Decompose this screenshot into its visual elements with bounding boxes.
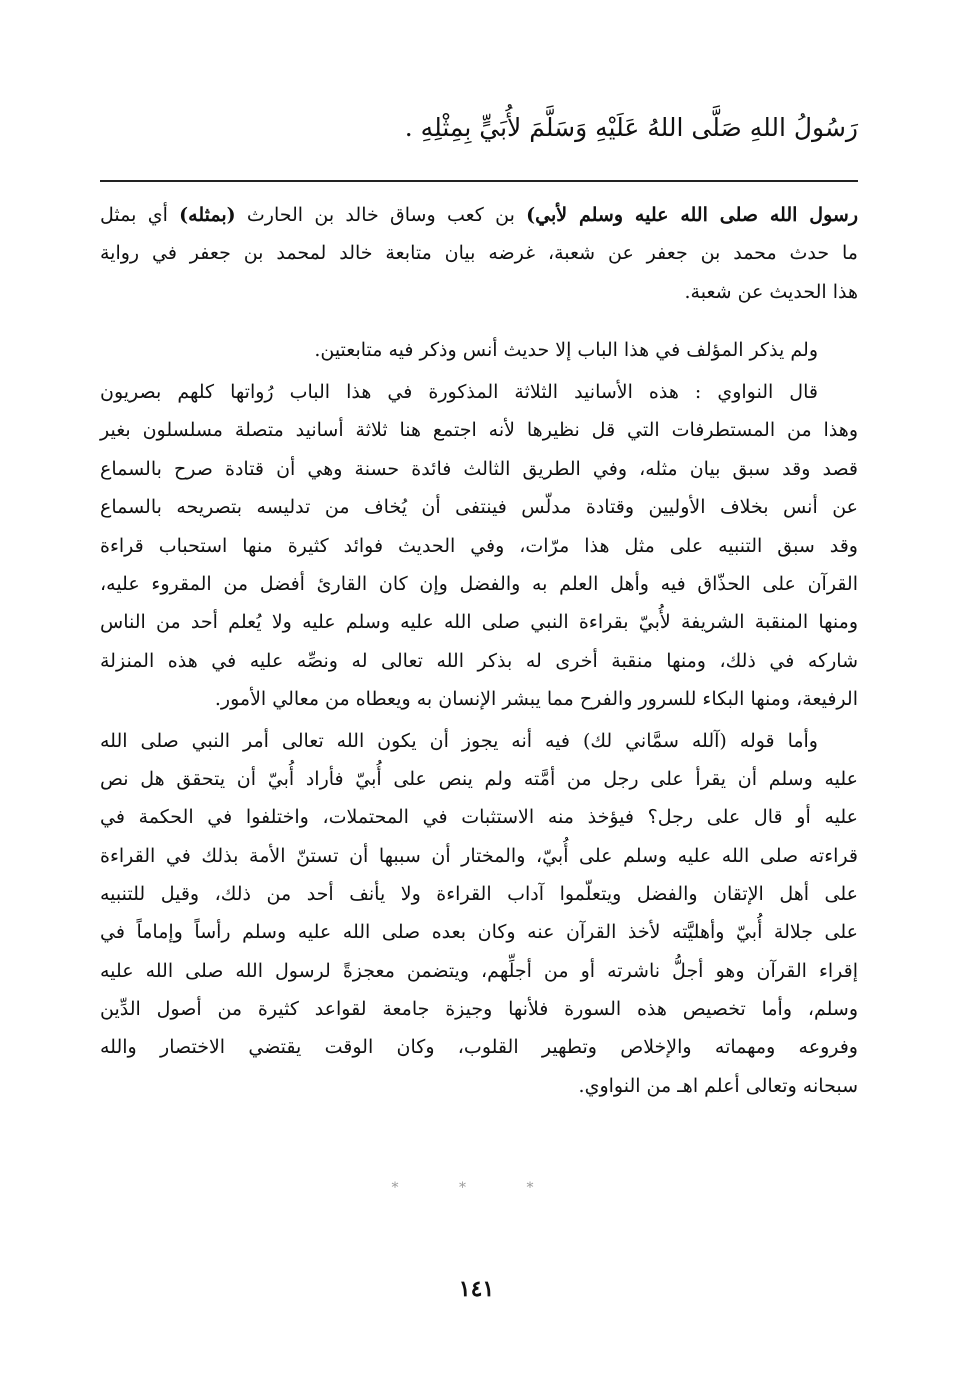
commentary-line: قراءته صلى الله عليه وسلم على أُبيّ، والمختار أن سببها أن تستنّ الأمة بذلك في القراءة	[100, 845, 858, 867]
commentary-line: شاركه في ذلك، ومنها منقبة أخرى له بذكر الله تعالى له ونصِّه عليه في هذه المنزلة	[100, 650, 858, 672]
commentary-line: الرفيعة، ومنها البكاء للسرور والفرح مما يبشر الإنسان به ويعطاه من معالي الأمور.	[214, 688, 858, 710]
text: بن كعب وساق خالد بن الحارث	[235, 204, 527, 226]
commentary-line: وأما قوله (آلله سمَّاني لك) فيه أنه يجوز أن يكون الله تعالى أمر النبي صلى الله	[100, 730, 818, 752]
commentary-line: عليه أو قال على رجل؟ فيؤخذ منه الاستثبات في المحتملات، واختلفوا في الحكمة في	[100, 806, 858, 828]
matn-text: رَسُولُ اللهِ صَلَّى اللهُ عَلَيْهِ وَسَلَّمَ لأُبَيٍّ بِمِثْلِهِ .	[404, 113, 858, 142]
commentary-line: ولم يذكر المؤلف في هذا الباب إلا حديث أنس وذكر فيه متابعتين.	[314, 339, 818, 361]
commentary-line: سبحانه وتعالى أعلم اهـ من النواوي.	[578, 1075, 858, 1097]
commentary-line: قال النواوي : هذه الأسانيد الثلاثة المذكورة في هذا الباب رُواتها كلهم بصريون	[100, 381, 818, 403]
commentary-line: وقد سبق التنبيه على مثل هذا مرّات، وفي الحديث فوائد كثيرة منها استحباب قراءة	[100, 535, 858, 557]
commentary-line: ما حدث محمد بن جعفر عن شعبة، غرضه بيان متابعة خالد لمحمد بن جعفر في رواية	[100, 242, 858, 264]
bold-quote: (بمثله)	[179, 204, 236, 226]
footnote-divider	[100, 180, 858, 182]
section-separator: * * *	[391, 1180, 562, 1196]
commentary-line: هذا الحديث عن شعبة.	[684, 281, 858, 303]
bold-quote: رسول الله صلى الله عليه وسلم لأبي)	[526, 204, 858, 226]
commentary-line: وسلم، وأما تخصيص هذه السورة فلأنها وجيزة جامعة لقواعد كثيرة من أصول الدِّين	[100, 998, 858, 1020]
commentary-line: عليه وسلم أن يقرأ على رجل من أمَّته ولم ينص على أُبيّ فأراد أُبيّ أن يتحقق هل نص	[100, 768, 858, 790]
commentary-line: إقراء القرآن وهو أجلُّ ناشرته أو من أجلِّهم، ويتضمن معجزةً لرسول الله صلى الله عليه	[100, 960, 858, 982]
page-number: ١٤١	[458, 1276, 495, 1302]
commentary-line: على جلالة أُبيّ وأهليَّته لأخذ القرآن عنه وكان بعده صلى الله عليه وسلم رأساً وإماماً في	[100, 921, 858, 943]
commentary-line	[100, 200, 858, 230]
commentary-line: ومنها المنقبة الشريفة لأُبيّ بقراءة النبي صلى الله عليه وسلم عليه ولا يُعلم أحد من الناس	[100, 611, 858, 633]
commentary-line: على أهل الإتقان والفضل ويتعلّموا آداب القراءة ولا يأنف أحد من ذلك، وقيل للتنبيه	[100, 883, 858, 905]
commentary-line: القرآن على الحذّاق فيه وأهل العلم به والفضل وإن كان القارئ أفضل من المقروء عليه،	[100, 573, 858, 595]
commentary-line: عن أنس بخلاف الأوليين وقتادة مدلّس فينتفى أن يُخاف من تدليسه بتصريحه بالسماع	[100, 496, 858, 518]
commentary-line: وهذا من المستطرفات التي قل نظيرها لأنه اجتمع هنا ثلاثة أسانيد متصلة مسلسلون بغير	[100, 419, 859, 441]
commentary-line: وفروعه ومهماته والإخلاص وتطهير القلوب، وكان الوقت يقتضي الاختصار والله	[100, 1036, 858, 1058]
text: أي بمثل	[100, 204, 180, 226]
commentary-line: قصد وقد سبق بيان مثله، وفي الطريق الثالث فائدة حسنة وهي أن قتادة صرح بالسماع	[100, 458, 858, 480]
